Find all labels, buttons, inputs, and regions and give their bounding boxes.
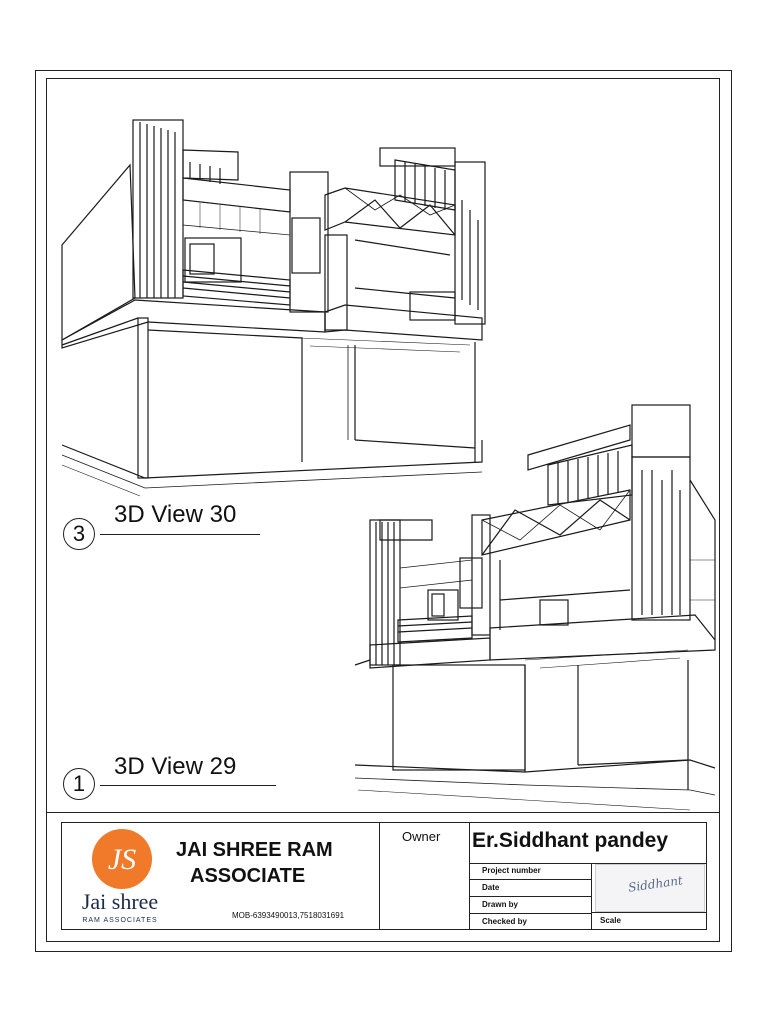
- scale-divider: [592, 912, 706, 913]
- engineer-name: Er.Siddhant pandey: [472, 829, 669, 852]
- firm-name-line1: JAI SHREE RAM: [176, 839, 333, 861]
- logo-icon: [64, 825, 184, 925]
- signature-box: [595, 864, 705, 912]
- logo-name: Jai shree: [81, 889, 159, 914]
- signature: Siddhant: [627, 873, 684, 895]
- view-title: 3D View 30: [114, 501, 237, 528]
- firm-cell: [62, 823, 380, 929]
- title-block: [61, 822, 707, 930]
- view-title: 3D View 29: [114, 753, 237, 780]
- view-number-badge: 1: [63, 768, 95, 800]
- view-title-underline: [100, 785, 276, 786]
- checked-by-label: Checked by: [482, 917, 527, 926]
- owner-cell: [380, 823, 470, 929]
- logo-monogram: JS: [107, 843, 137, 876]
- details-rows: [470, 863, 592, 929]
- logo-tagline: RAM ASSOCIATES: [82, 917, 158, 924]
- details-cell: [470, 823, 706, 929]
- view-number-badge: 3: [63, 518, 95, 550]
- firm-mobile: MOB-6393490013,7518031691: [232, 911, 345, 920]
- firm-name-line2: ASSOCIATE: [190, 865, 306, 887]
- owner-label: Owner: [402, 829, 441, 844]
- project-number-label: Project number: [470, 863, 591, 880]
- view-title-underline: [100, 534, 260, 535]
- drawn-by-label: Drawn by: [470, 897, 591, 914]
- scale-label: Scale: [600, 916, 621, 925]
- date-label: Date: [470, 880, 591, 897]
